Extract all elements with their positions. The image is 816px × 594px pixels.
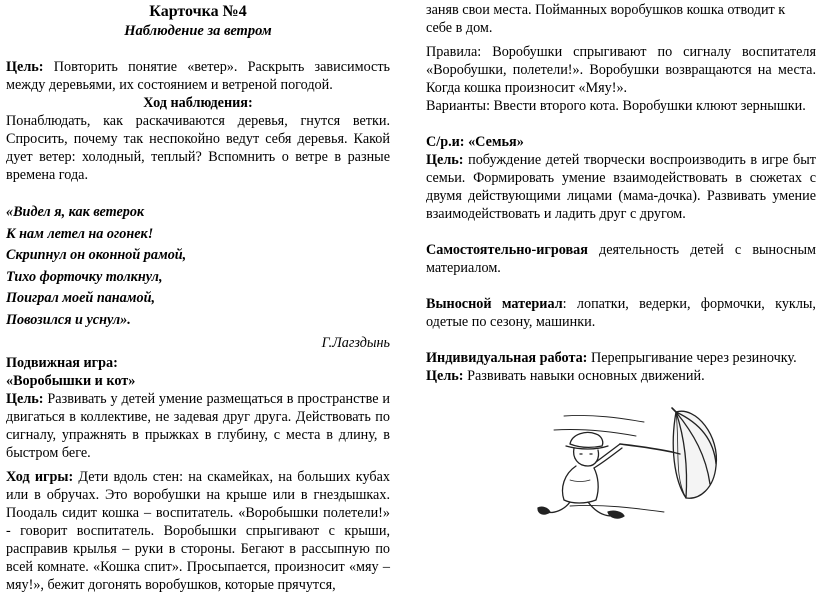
poem-line: Поиграл моей панамой, (6, 290, 156, 306)
continued-line: заняв свои места. Пойманных воробушков кошка отводит к (426, 2, 786, 18)
poem-author: Г.Лагздынь (321, 335, 390, 351)
rules-text: Правила: Воробушки спрыгивают по сигналу воспитателя «Воробушки, полетели!». Воробушки возвращаются на места. Когда кошка произносит «Мяу!». (426, 44, 816, 96)
variants-text: Варианты: Ввести второго кота. Воробушки клюют зернышки. (426, 98, 806, 114)
game-goal-text: Развивать у детей умение размещаться в пространстве и двигаться в коллективе, не задевая друг друга. Действовать по сигналу, упражнять в прыжках в глубину, с места в длину, в быстром беге. (6, 391, 390, 461)
observation-text: Понаблюдать, как раскачиваются деревья, гнутся ветки. Спросить, почему так неспокойно ведут себя деревья. Какой дует ветер: холодный, теплый? Вспомнить о ветре в разные времена года. (6, 113, 390, 183)
poem-line: «Видел я, как ветерок (6, 204, 145, 220)
independent-paragraph (426, 241, 816, 277)
skills-text: Развивать навыки основных движений. (463, 368, 705, 384)
individual-paragraph (426, 349, 816, 367)
goal-paragraph (6, 58, 390, 94)
observation-heading: Ход наблюдения: (143, 95, 253, 111)
skills-label: Цель: (426, 368, 464, 384)
material-label: Выносной материал (426, 296, 563, 312)
independent-text: деятельность детей с выносным материалом. (426, 242, 816, 276)
roleplay-goal-label: Цель: (426, 152, 464, 168)
game-course-label: Ход игры: (6, 469, 74, 485)
game-course-paragraph (6, 468, 390, 594)
game-goal-paragraph (6, 390, 390, 462)
right-column (426, 0, 816, 385)
wind-lines (554, 415, 664, 512)
poem-line: К нам летел на огонек! (6, 225, 154, 242)
individual-label: Индивидуальная работа: (426, 350, 588, 366)
continued-line-end: себе в дом. (426, 20, 493, 36)
skills-paragraph (426, 367, 816, 385)
card-subtitle: Наблюдение за ветром (124, 23, 272, 39)
material-text: : лопатки, ведерки, формочки, куклы, одетые по сезону, машинки. (426, 296, 816, 330)
roleplay-heading: С/р.и: «Семья» (426, 134, 524, 150)
game-course-text: Дети вдоль стен: на скамейках, на больших кубах или в обручах. Это воробушки на крыше или в гнездышках. Поодаль сидит кошка – воспитатель. «Воробышки полетели!» - говорит воспитатель. Воробышки спрыгивают с крыши, расправив крылья – руки в стороны. Бегают в рассыпную по всей комнате. «Кошка спит». Просыпается, произносит «мяу – мяу!», бежит догонять воробушков, которые прячутся, (6, 469, 390, 593)
roleplay-goal-text: побуждение детей творчески воспроизводить в игре быт семьи. Формировать умение взаимодействовать в сюжетах с двумя действующими лицами (мама-дочка). Развивать умение взаимодействовать и ладить друг с другом. (426, 152, 816, 222)
material-paragraph (426, 295, 816, 331)
left-column (6, 0, 390, 594)
game-heading: Подвижная игра: (6, 355, 118, 371)
game-name: «Воробышки и кот» (6, 373, 136, 389)
poem (6, 202, 390, 331)
windy-umbrella-illustration (524, 396, 726, 534)
umbrella-icon (620, 408, 716, 498)
poem-line: Тихо форточку толкнул, (6, 268, 163, 285)
poem-line: Скрипнул он оконной рамой, (6, 247, 187, 263)
goal-text: Повторить понятие «ветер». Раскрыть зависимость между деревьями, их состоянием и ветреной погодой. (6, 59, 390, 93)
roleplay-goal-paragraph (426, 151, 816, 223)
poem-line: Повозился и уснул». (6, 311, 131, 328)
individual-text: Перепрыгивание через резиночку. (587, 350, 797, 366)
independent-label: Самостоятельно-игровая (426, 242, 588, 258)
card-title: Карточка №4 (149, 3, 247, 20)
game-goal-label: Цель: (6, 391, 44, 407)
goal-label: Цель: (6, 59, 44, 75)
